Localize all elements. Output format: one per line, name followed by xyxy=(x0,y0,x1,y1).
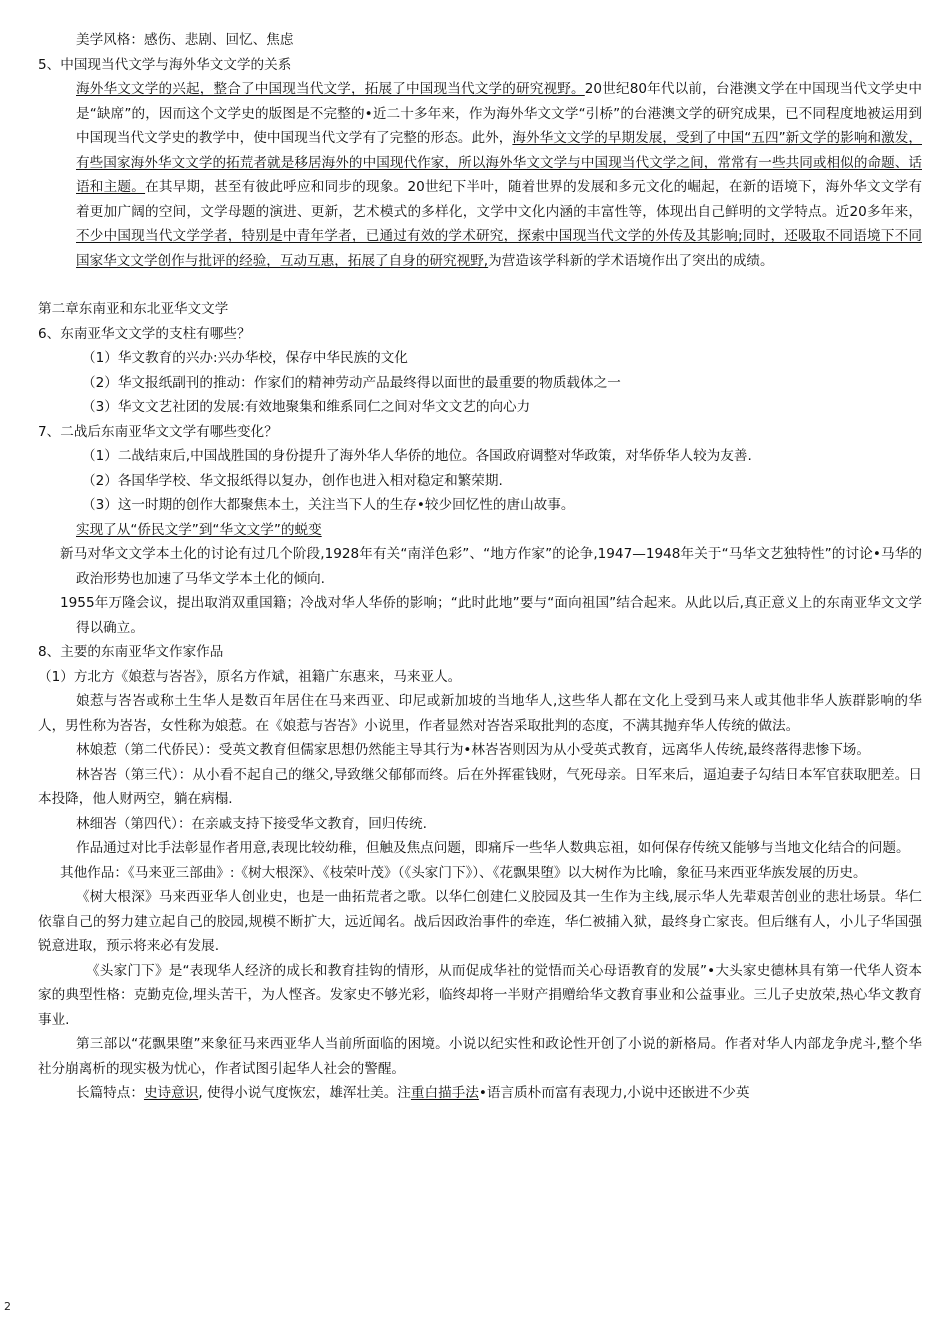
paragraph: 《树大根深》马来西亚华人创业史，也是一曲拓荒者之歌。以华仁创建仁义胶园及其一生作为主线,展示华人先辈艰苦创业的悲壮场景。华仁依靠自己的努力建立起自己的胶园,规模不断扩大，远近闻名。战后因政治事件的牵连，华仁被捕入狱，最终身亡家丧。但后继有人，小儿子华国强锐意进取，预示将来必有发展. xyxy=(38,889,922,954)
page-number: 2 xyxy=(4,1300,11,1313)
question-6-heading: 6、东南亚华文文学的支柱有哪些？ xyxy=(38,325,251,342)
paragraph: 林细峇（第四代）：在亲戚支持下接受华文教育，回归传统. xyxy=(76,815,427,832)
paragraph: 作品通过对比手法彰显作者用意,表现比较幼稚，但触及焦点问题，即痛斥一些华人数典忘祖，如何保存传统又能够与当地文化结合的问题。 xyxy=(76,840,910,856)
underlined-span: 实现了从“侨民文学”到“华文文学”的蜕变 xyxy=(76,521,322,538)
paragraph: 林峇峇（第三代）：从小看不起自己的继父,导致继父郁郁而终。后在外挥霍钱财，气死母亲。日军来后，逼迫妻子勾结日本军官获取肥差。日本投降，他人财两空，躺在病榻. xyxy=(38,766,922,807)
text-span: 20世纪80年代以前，台港澳文学在中国现当代文学史中是“缺席”的，因而这个文学史的版图是不完整的•近二十多年来，作为海外华文文学“引桥”的台港澳文学的研究成果，已不同程度地被运用到中国现当代文学史的教学中，使中国现当代文学有了完整的形态。此外， xyxy=(76,81,922,146)
list-item: （2）华文报纸副刊的推动：作家们的精神劳动产品最终得以面世的最重要的物质载体之一 xyxy=(82,374,621,391)
text-span: •语言质朴而富有表现力,小说中还嵌进不少英 xyxy=(478,1085,750,1101)
question-7-heading: 7、二战后东南亚华文文学有哪些变化？ xyxy=(38,423,278,440)
text-span: 长篇特点： xyxy=(76,1085,144,1101)
paragraph: 娘惹与峇峇或称土生华人是数百年居住在马来西亚、印尼或新加坡的当地华人,这些华人都在文化上受到马来人或其他非华人族群影响的华人，男性称为峇峇，女性称为娘惹。在《娘惹与峇峇》小说里，作者显然对峇峇采取批判的态度，不满其抛弃华人传统的做法。 xyxy=(38,693,922,734)
text-span: , 使得小说气度恢宏，雄浑壮美。注 xyxy=(198,1085,411,1101)
paragraph: 林娘惹（第二代侨民）：受英文教育但儒家思想仍然能主导其行为•林峇峇则因为从小受英式教育，远离华人传统,最终落得悲惨下场。 xyxy=(76,742,870,758)
question-8-heading: 8、主要的东南亚华文作家作品 xyxy=(38,644,224,660)
list-item: （1）华文教育的兴办:兴办华校，保存中华民族的文化 xyxy=(82,350,408,366)
paragraph: 《头家门下》是“表现华人经济的成长和教育挂钩的情形，从而促成华社的觉悟而关心母语教育的发展”•大头家史德林具有第一代华人资本家的典型性格：克勤克俭,埋头苦干，为人悭吝。发家史不够光彩，临终却将一半财产捐赠给华文教育事业和公益事业。三儿子史放荣,热心华文教育事业. xyxy=(38,962,922,1028)
section-5-paragraph xyxy=(38,77,922,273)
paragraph: 第三部以“花飘果堕”来象征马来西亚华人当前所面临的困境。小说以纪实性和政论性开创了小说的新格局。作者对华人内部龙争虎斗,整个华社分崩离析的现实极为忧心，作者试图引起华人社会的警醒。 xyxy=(38,1036,922,1077)
list-item: （1）二战结束后,中国战胜国的身份提升了海外华人华侨的地位。各国政府调整对华政策，对华侨华人较为友善. xyxy=(82,448,752,464)
list-item: （3）华文文艺社团的发展:有效地聚集和维系同仁之间对华文文艺的向心力 xyxy=(82,399,531,415)
section-5-heading: 5、中国现当代文学与海外华文文学的关系 xyxy=(38,56,292,73)
paragraph xyxy=(38,1081,922,1106)
spacer xyxy=(38,273,922,297)
underlined-span: 海外华文文学的兴起，整合了中国现当代文学，拓展了中国现当代文学的研究视野。 xyxy=(76,81,585,97)
transformation-line xyxy=(38,518,922,543)
underlined-span: 海外华文文学的早期发展，受到了中国“五四”新文学的影响和激发，有些国家海外华文文学的拓荒者就是移居海外的中国现代作家，所以海外华文文学与中国现当代文学之间，常常有一些共同或相似的命题、话语和主题。 xyxy=(76,130,922,195)
chapter-2-title: 第二章东南亚和东北亚华文文学 xyxy=(38,301,229,317)
list-item: （3）这一时期的创作大都聚焦本土，关注当下人的生存•较少回忆性的唐山故事。 xyxy=(82,497,575,513)
bandung-paragraph: 1955年万隆会议，提出取消双重国籍；冷战对华人华侨的影响；“此时此地”要与“面向祖国”结合起来。从此以后,真正意义上的东南亚华文文学得以确立。 xyxy=(60,595,922,636)
work-1-heading: （1）方北方《娘惹与峇峇》，原名方作斌，祖籍广东惠来，马来亚人。 xyxy=(38,668,462,685)
paragraph: 其他作品：《马来亚三部曲》:《树大根深》、《枝荣叶茂》（《头家门下》）、《花飘果堕》以大树作为比喻，象征马来西亚华族发展的历史。 xyxy=(60,864,867,881)
underlined-span: 重白描手法 xyxy=(410,1085,479,1101)
document-page xyxy=(38,28,922,1106)
underlined-span: 史诗意识 xyxy=(143,1085,199,1101)
text-span: 在其早期，甚至有彼此呼应和同步的现象。20世纪下半叶，随着世界的发展和多元文化的崛起，在新的语境下，海外华文文学有着更加广阔的空间，文学母题的演进、更新，艺术模式的多样化，文学中文化内涵的丰富性等，体现出自己鲜明的文学特点。近20多年来， xyxy=(76,179,923,220)
aesthetic-style-line: 美学风格：感伤、悲剧、回忆、焦虑 xyxy=(76,32,294,48)
underlined-span: 不少中国现当代文学学者，特别是中青年学者，已通过有效的学术研究，探索中国现当代文学的外传及其影响;同时，还吸取不同语境下不同国家华文文学创作与批评的经验，互动互惠，拓展了自身的研究视野, xyxy=(76,228,922,269)
text-span: 为营造该学科新的学术语境作出了突出的成绩。 xyxy=(488,252,774,269)
list-item: （2）各国华学校、华文报纸得以复办，创作也进入相对稳定和繁荣期. xyxy=(82,472,503,489)
localization-paragraph: 新马对华文文学本土化的讨论有过几个阶段,1928年有关“南洋色彩”、“地方作家”的论争,1947—1948年关于“马华文艺独特性”的讨论•马华的政治形势也加速了马华文学本土化的倾向. xyxy=(60,546,922,587)
